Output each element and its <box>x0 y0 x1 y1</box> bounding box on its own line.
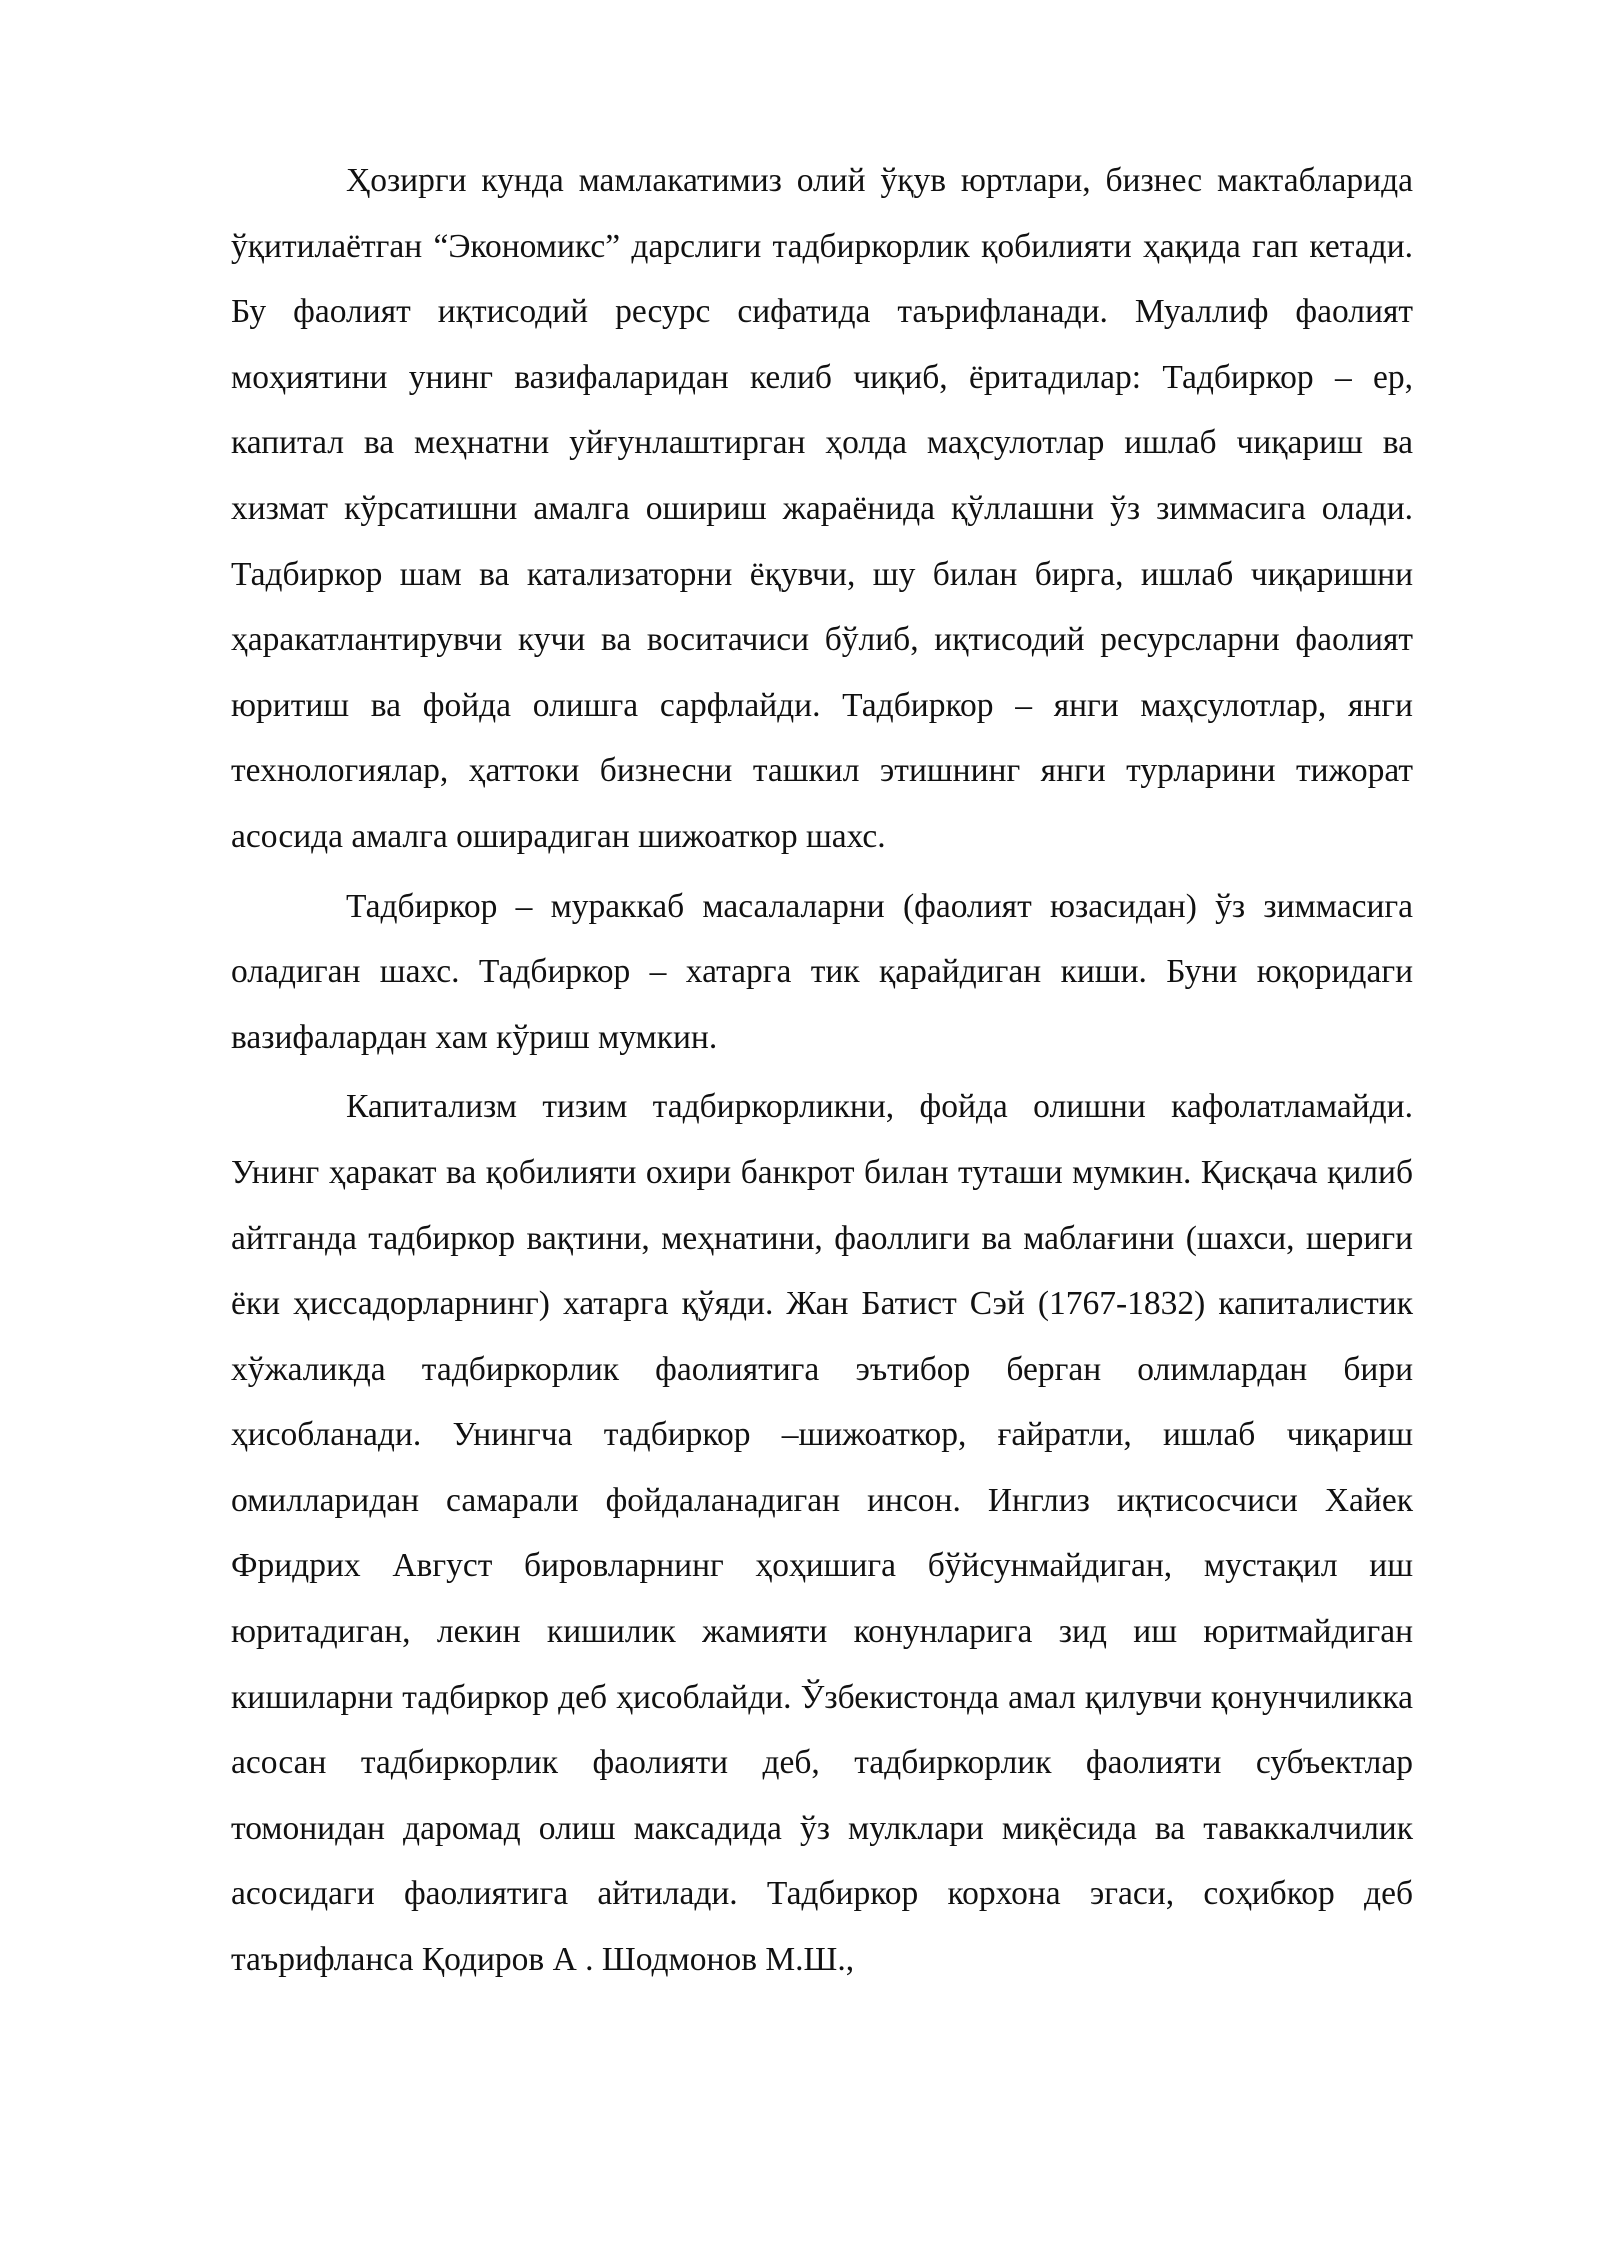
paragraph-2: Тадбиркор – мураккаб масалаларни (фаолият юзасидан) ўз зиммасига оладиган шахс. Тадбиркор – хатарга тик қарайдиган киши. Буни юқоридаги вазифалардан хам кўриш мумкин. <box>231 887 1413 1056</box>
paragraph-1: Ҳозирги кунда мамлакатимиз олий ўқув юртлари, бизнес мактабларида ўқитилаётган “Экономикс” дарслиги тадбиркорлик қобилияти ҳақида гап кетади. Бу фаолият иқтисодий ресурс сифатида таърифланади. Муаллиф фаолият моҳиятини унинг вазифаларидан келиб чиқиб, ёритадилар: Тадбиркор – ер, капитал ва меҳнатни уйғунлаштирган ҳолда маҳсулотлар ишлаб чиқариш ва хизмат кўрсатишни амалга ошириш жараёнида қўллашни ўз зиммасига олади. Тадбиркор шам ва катализаторни ёқувчи, шу билан бирга, ишлаб чиқаришни ҳаракатлантирувчи кучи ва воситачиси бўлиб, иқтисодий ресурсларни фаолият юритиш ва фойда олишга сарфлайди. Тадбиркор – янги маҳсулотлар, янги технологиялар, ҳаттоки бизнесни ташкил этишнинг янги турларини тижорат асосида амалга оширадиган шижоаткор шахс. <box>231 162 1413 855</box>
document-body <box>231 148 1413 1993</box>
paragraph-3: Капитализм тизим тадбиркорликни, фойда олишни кафолатламайди. Унинг ҳаракат ва қобилияти охири банкрот билан туташи мумкин. Қисқача қилиб айтганда тадбиркор вақтини, меҳнатини, фаоллиги ва маблағини (шахси, шериги ёки ҳиссадорларнинг) хатарга қўяди. Жан Батист Сэй (1767-1832) капиталистик хўжаликда тадбиркорлик фаолиятига эътибор берган олимлардан бири ҳисобланади. Унингча тадбиркор –шижоаткор, ғайратли, ишлаб чиқариш омилларидан самарали фойдаланадиган инсон. Инглиз иқтисосчиси Хайек Фридрих Август бировларнинг ҳоҳишига бўйсунмайдиган, мустақил иш юритадиган, лекин кишилик жамияти конунларига зид иш юритмайдиган кишиларни тадбиркор деб ҳисоблайди. Ўзбекистонда амал қилувчи қонунчиликка асосан тадбиркорлик фаолияти деб, тадбиркорлик фаолияти субъектлар томонидан даромад олиш максадида ўз мулклари миқёсида ва таваккалчилик асосидаги фаолиятига айтилади. Тадбиркор корхона эгаси, соҳибкор деб таърифланса Қодиров А . Шодмонов М.Ш., <box>231 1088 1413 1979</box>
